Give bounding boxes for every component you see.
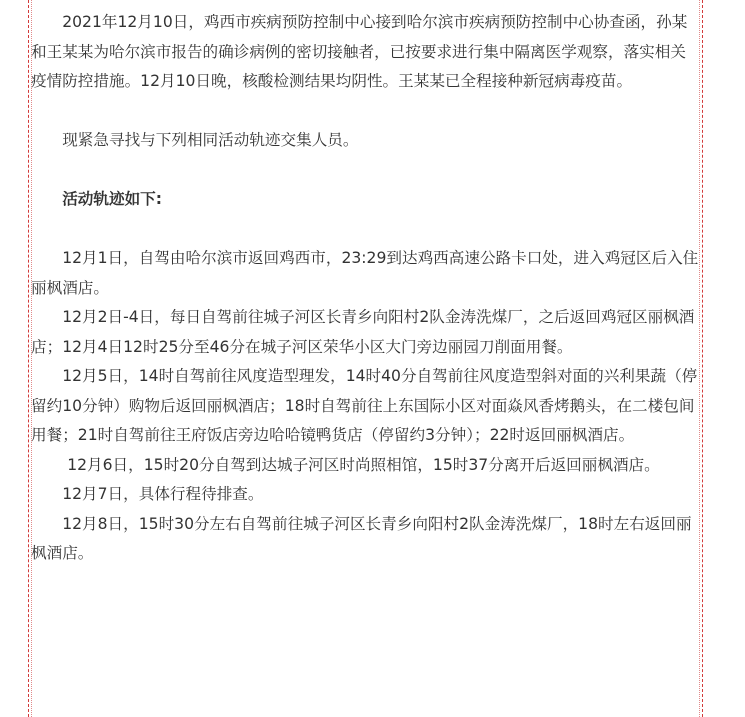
spacer [31,156,701,186]
article-body [31,8,701,569]
spacer [31,97,701,127]
trajectory-dec7: 12月7日，具体行程待排查。 [62,485,264,503]
trajectory-dec1: 12月1日，自驾由哈尔滨市返回鸡西市，23:29到达鸡西高速公路卡口处，进入鸡冠区后入住丽枫酒店。 [31,249,699,297]
trajectory-dec6: 12月6日，15时20分自驾到达城子河区时尚照相馆，15时37分离开后返回丽枫酒店。 [67,455,660,474]
trajectory-dec5: 12月5日，14时自驾前往风度造型理发，14时40分自驾前往风度造型斜对面的兴利果蔬（停留约10分钟）购物后返回丽枫酒店；18时自驾前往上东国际小区对面焱风香烤鹅头，在二楼包间用餐；21时自驾前往王府饭店旁边哈哈镜鸭货店（停留约3分钟）；22时返回丽枫酒店。 [31,367,698,444]
trajectory-dec2-4: 12月2日-4日，每日自驾前往城子河区长青乡向阳村2队金涛洗煤厂，之后返回鸡冠区丽枫酒店；12月4日12时25分至46分在城子河区荣华小区大门旁边丽园刀削面用餐。 [31,308,695,356]
trajectory-heading: 活动轨迹如下: [62,190,162,208]
trajectory-dec8: 12月8日，15时30分左右自驾前往城子河区长青乡向阳村2队金涛洗煤厂，18时左右返回丽枫酒店。 [31,514,692,562]
search-notice-paragraph: 现紧急寻找与下列相同活动轨迹交集人员。 [62,131,359,149]
intro-paragraph: 2021年12月10日，鸡西市疾病预防控制中心接到哈尔滨市疾病预防控制中心协查函，孙某和王某某为哈尔滨市报告的确诊病例的密切接触者，已按要求进行集中隔离医学观察，落实相关疫情防控措施。12月10日晚，核酸检测结果均阴性。王某某已全程接种新冠病毒疫苗。 [31,13,688,90]
spacer [31,215,701,245]
